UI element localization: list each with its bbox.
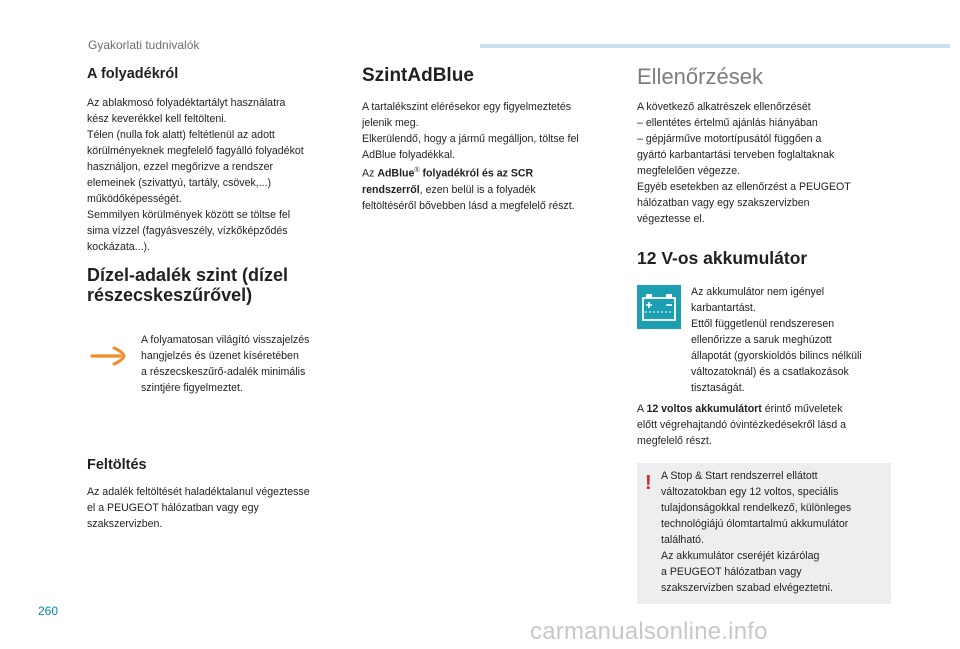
diesel-additive-section — [87, 265, 349, 305]
battery-reference-text: A 12 voltos akkumulátort érintő műveletek előtt végrehajtandó óvintézkedésekről lásd a megfelelő részt. — [637, 403, 847, 447]
battery-text: Az akkumulátor nem igényel karbantartást. Ettől függetlenül rendszeresen ellenőrizze a saruk meghúzott állapotát (gyorskioldós bilincs nélküli változatoknál) és a csatlakozások tisztaságát. — [691, 286, 862, 394]
refill-text: Az adalék feltöltését haladéktalanul végeztesse el a PEUGEOT hálózatban vagy egy szakszervizben. — [87, 486, 310, 530]
warning-exclamation-icon: ! — [645, 472, 652, 494]
refill-section — [87, 457, 349, 532]
battery-reference — [637, 401, 897, 449]
battery-icon — [637, 285, 681, 329]
checks-title: Ellenőrzések — [637, 64, 763, 89]
adblue-title: SzintAdBlue — [362, 65, 474, 86]
warning-text-block — [661, 468, 887, 596]
fluid-title: A folyadékról — [87, 66, 179, 82]
diesel-additive-text-block — [141, 332, 346, 396]
battery-section — [637, 248, 897, 269]
particle-filter-warning-icon — [90, 343, 128, 369]
fluid-section — [87, 66, 349, 255]
diesel-additive-text: A folyamatosan világító visszajelzés hangjelzés és üzenet kíséretében a részecskeszűrő-adalék minimális szintjére figyelmeztet. — [141, 334, 310, 394]
watermark: carmanualsonline.info — [530, 618, 768, 645]
section-header: Gyakorlati tudnivalók — [88, 38, 200, 52]
checks-text: A következő alkatrészek ellenőrzését – ellentétes értelmű ajánlás hiányában – gépjárműve motortípusától függően a gyártó karbantartási terveben foglaltaknak megfelelően végezze. Egyéb esetekben az ellenőrzést a PEUGEOT hálózatban vagy egy szakszervizben végeztesse el. — [637, 101, 851, 225]
battery-title: 12 V-os akkumulátor — [637, 248, 808, 268]
warning-text: A Stop & Start rendszerrel ellátott változatokban egy 12 voltos, speciális tulajdonságokkal rendelkező, különleges technológiájú ólomtartalmú akkumulátor található. Az akkumulátor cseréjét kizárólag a PEUGEOT hálózatban vagy szakszervizben szabad elvégeztetni. — [661, 470, 852, 594]
battery-text-block — [691, 284, 901, 396]
checks-section — [637, 64, 897, 227]
fluid-text: Az ablakmosó folyadéktartályt használatra kész keverékkel kell feltölteni. Télen (nulla fok alatt) feltétlenül az adott körülményeknek megfelelő fagyálló folyadékot használjon, ezzel megőrizve a rendszer elemeinek (szivattyú, tartály, csövek,...) működőképességét. Semmilyen körülmények között se töltse fel sima vízzel (fagyásveszély, vízkőképződés kockázata...). — [87, 97, 304, 253]
diesel-additive-title: Dízel-adalék szint (dízel részecskeszűrővel) — [87, 265, 289, 305]
refill-title: Feltöltés — [87, 457, 147, 473]
header-bar — [480, 44, 950, 48]
page-number: 260 — [38, 604, 59, 618]
adblue-text: A tartalékszint elérésekor egy figyelmeztetés jelenik meg. Elkerülendő, hogy a jármű megálljon, töltse fel AdBlue folyadékkal. Az AdBlue® folyadékról és az SCR rendszerről, ezen belül is a folyadék feltöltéséről bővebben lásd a megfelelő részt. — [362, 101, 579, 212]
adblue-section — [362, 66, 612, 214]
